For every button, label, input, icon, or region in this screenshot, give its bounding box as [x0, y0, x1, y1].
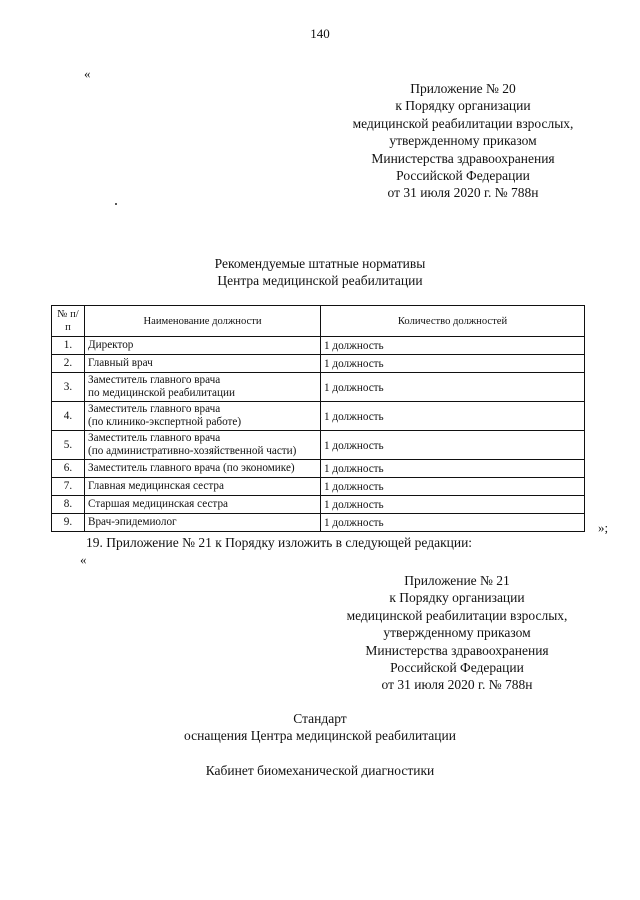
header-count: Количество должностей: [321, 306, 585, 337]
table-row: [52, 496, 585, 514]
position-name-line: (по административно-хозяйственной части): [88, 445, 297, 457]
scan-speck: [115, 203, 117, 205]
row-number: 2.: [52, 355, 85, 373]
position-count: 1 должность: [321, 373, 585, 402]
appendix-20-header: [318, 80, 608, 202]
position-name-line: Главный врач: [88, 357, 153, 369]
standard-title-line: оснащения Центра медицинской реабилитации: [184, 728, 456, 744]
staff-title-line: Центра медицинской реабилитации: [217, 273, 423, 289]
row-number: 7.: [52, 478, 85, 496]
appendix-20-line: Министерства здравоохранения: [371, 150, 555, 166]
position-name: [85, 337, 321, 355]
appendix-21-line: Российской Федерации: [390, 660, 524, 676]
standard-title: [0, 710, 640, 745]
position-count: 1 должность: [321, 337, 585, 355]
table-row: [52, 460, 585, 478]
appendix-21-line: Приложение № 21: [404, 573, 510, 588]
appendix-21-line: медицинской реабилитации взрослых,: [346, 607, 568, 623]
header-position: Наименование должности: [85, 306, 321, 337]
appendix-20-line: Приложение № 20: [410, 81, 516, 96]
position-name-line: по медицинской реабилитации: [88, 387, 235, 399]
staff-norms-table: [51, 305, 585, 532]
table-row: [52, 514, 585, 532]
position-count: 1 должность: [321, 460, 585, 478]
position-name-line: Главная медицинская сестра: [88, 480, 224, 492]
staff-title-line: Рекомендуемые штатные нормативы: [214, 256, 426, 271]
position-count: 1 должность: [321, 402, 585, 431]
standard-title-line: Стандарт: [293, 711, 347, 726]
table-row: [52, 402, 585, 431]
position-name-line: Заместитель главного врача: [88, 432, 221, 444]
position-count: 1 должность: [321, 496, 585, 514]
row-number: 1.: [52, 337, 85, 355]
position-name: [85, 496, 321, 514]
row-number: 3.: [52, 373, 85, 402]
appendix-21-line: Министерства здравоохранения: [365, 642, 549, 658]
appendix-20-line: Российской Федерации: [396, 168, 530, 184]
row-number: 4.: [52, 402, 85, 431]
appendix-20-line: медицинской реабилитации взрослых,: [352, 115, 574, 131]
open-quote-appendix-21: «: [80, 552, 87, 567]
position-count: 1 должность: [321, 355, 585, 373]
position-name: [85, 460, 321, 478]
position-count: 1 должность: [321, 478, 585, 496]
table-row: [52, 337, 585, 355]
table-row: [52, 373, 585, 402]
position-name-line: Заместитель главного врача: [88, 374, 221, 386]
appendix-20-line: утвержденному приказом: [389, 133, 537, 149]
appendix-21-line: к Порядку организации: [389, 590, 525, 606]
page-number: 140: [310, 26, 330, 41]
table-row: [52, 478, 585, 496]
position-name-line: (по клинико-экспертной работе): [88, 416, 242, 428]
position-count: 1 должность: [321, 431, 585, 460]
position-name: [85, 478, 321, 496]
position-name-line: Заместитель главного врача: [88, 403, 221, 415]
section-title: Кабинет биомеханической диагностики: [205, 763, 435, 778]
position-name-line: Врач-эпидемиолог: [88, 516, 177, 528]
appendix-21-line: утвержденному приказом: [383, 625, 531, 641]
appendix-20-line: от 31 июля 2020 г. № 788н: [387, 185, 539, 201]
header-number: № п/п: [52, 306, 85, 337]
paragraph-19: 19. Приложение № 21 к Порядку изложить в следующей редакции:: [86, 535, 473, 550]
row-number: 9.: [52, 514, 85, 532]
position-name: [85, 355, 321, 373]
appendix-21-line: от 31 июля 2020 г. № 788н: [381, 677, 533, 693]
row-number: 6.: [52, 460, 85, 478]
appendix-20-line: к Порядку организации: [395, 98, 531, 114]
position-name-line: Директор: [88, 339, 134, 351]
row-number: 5.: [52, 431, 85, 460]
close-quote: »;: [598, 520, 609, 535]
table-row: [52, 355, 585, 373]
appendix-21-header: [312, 572, 602, 694]
position-count: 1 должность: [321, 514, 585, 532]
position-name-line: Старшая медицинская сестра: [88, 498, 228, 510]
position-name: [85, 514, 321, 532]
open-quote-appendix-20: «: [84, 66, 91, 81]
position-name: [85, 431, 321, 460]
staff-norms-title: [0, 255, 640, 290]
table-row: [52, 431, 585, 460]
position-name-line: Заместитель главного врача (по экономике): [88, 462, 295, 474]
table-header-row: [52, 306, 585, 337]
position-name: [85, 402, 321, 431]
position-name: [85, 373, 321, 402]
row-number: 8.: [52, 496, 85, 514]
